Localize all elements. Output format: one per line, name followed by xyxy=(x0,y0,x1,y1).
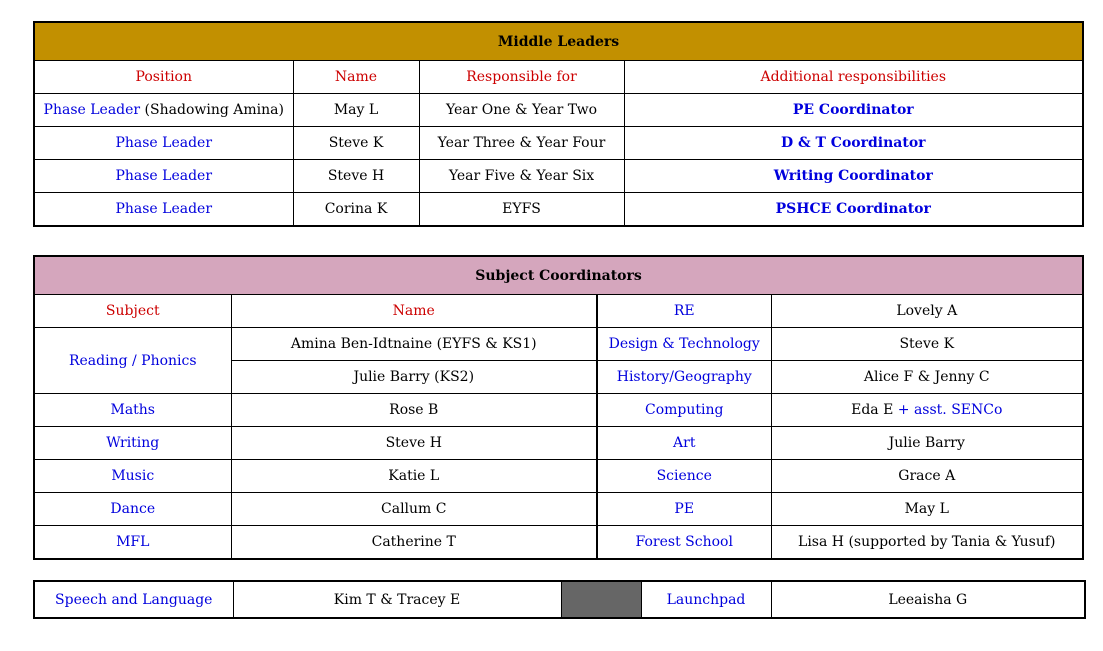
subject-cell: Art xyxy=(597,427,771,460)
subject-cell: MFL xyxy=(34,526,231,560)
additional-cell: PSHCE Coordinator xyxy=(624,193,1083,227)
subject-coordinators-title: Subject Coordinators xyxy=(34,256,1083,295)
subject-cell: Speech and Language xyxy=(34,581,233,618)
subject-cell: Reading / Phonics xyxy=(34,328,231,394)
name-label: Eda E xyxy=(851,402,894,418)
additional-cell: PE Coordinator xyxy=(624,94,1083,127)
subject-cell: History/Geography xyxy=(597,361,771,394)
responsible-cell: Year One & Year Two xyxy=(419,94,624,127)
name-cell: Lovely A xyxy=(771,295,1083,328)
position-cell: Phase Leader xyxy=(34,127,293,160)
header-name: Name xyxy=(231,295,597,328)
responsible-cell: EYFS xyxy=(419,193,624,227)
name-cell: Kim T & Tracey E xyxy=(233,581,561,618)
middle-leaders-table xyxy=(33,21,1084,227)
name-cell: Steve H xyxy=(231,427,597,460)
table-row xyxy=(34,94,1083,127)
name-cell: Amina Ben-Idtnaine (EYFS & KS1) xyxy=(231,328,597,361)
subject-cell: Computing xyxy=(597,394,771,427)
name-cell: Grace A xyxy=(771,460,1083,493)
position-label: Phase Leader xyxy=(43,102,141,118)
header-responsible-for: Responsible for xyxy=(419,61,624,94)
name-cell: Corina K xyxy=(293,193,419,227)
position-cell xyxy=(34,94,293,127)
additional-cell: Writing Coordinator xyxy=(624,160,1083,193)
table-row xyxy=(34,127,1083,160)
position-note: (Shadowing Amina) xyxy=(140,102,284,118)
subject-cell: Design & Technology xyxy=(597,328,771,361)
responsible-cell: Year Three & Year Four xyxy=(419,127,624,160)
name-cell: Alice F & Jenny C xyxy=(771,361,1083,394)
subject-cell: PE xyxy=(597,493,771,526)
header-position: Position xyxy=(34,61,293,94)
subject-cell: RE xyxy=(597,295,771,328)
subject-cell: Dance xyxy=(34,493,231,526)
table-row xyxy=(34,394,1083,427)
header-subject: Subject xyxy=(34,295,231,328)
position-cell: Phase Leader xyxy=(34,193,293,227)
name-cell: Julie Barry (KS2) xyxy=(231,361,597,394)
name-cell: Leeaisha G xyxy=(771,581,1085,618)
subject-cell: Music xyxy=(34,460,231,493)
subject-cell: Maths xyxy=(34,394,231,427)
additional-roles-table xyxy=(33,580,1086,619)
name-cell: Steve K xyxy=(771,328,1083,361)
table-row xyxy=(34,427,1083,460)
middle-leaders-title: Middle Leaders xyxy=(34,22,1083,61)
table-row xyxy=(34,193,1083,227)
additional-cell: D & T Coordinator xyxy=(624,127,1083,160)
name-cell: Steve H xyxy=(293,160,419,193)
table-row xyxy=(34,328,1083,361)
name-extra: + asst. SENCo xyxy=(893,402,1003,418)
table-row xyxy=(34,493,1083,526)
name-cell: Catherine T xyxy=(231,526,597,560)
table-row xyxy=(34,581,1085,618)
header-additional-responsibilities: Additional responsibilities xyxy=(624,61,1083,94)
table-row xyxy=(34,160,1083,193)
subject-cell: Science xyxy=(597,460,771,493)
subject-cell: Launchpad xyxy=(641,581,771,618)
table-row xyxy=(34,526,1083,560)
subject-cell: Forest School xyxy=(597,526,771,560)
responsible-cell: Year Five & Year Six xyxy=(419,160,624,193)
name-cell: Lisa H (supported by Tania & Yusuf) xyxy=(771,526,1083,560)
name-cell: Callum C xyxy=(231,493,597,526)
subject-cell: Writing xyxy=(34,427,231,460)
name-cell: May L xyxy=(293,94,419,127)
name-cell xyxy=(771,394,1083,427)
name-cell: Steve K xyxy=(293,127,419,160)
name-cell: May L xyxy=(771,493,1083,526)
position-cell: Phase Leader xyxy=(34,160,293,193)
header-name: Name xyxy=(293,61,419,94)
name-cell: Rose B xyxy=(231,394,597,427)
subject-coordinators-table xyxy=(33,255,1084,560)
table-row xyxy=(34,460,1083,493)
name-cell: Katie L xyxy=(231,460,597,493)
name-cell: Julie Barry xyxy=(771,427,1083,460)
grey-spacer-cell xyxy=(561,581,641,618)
